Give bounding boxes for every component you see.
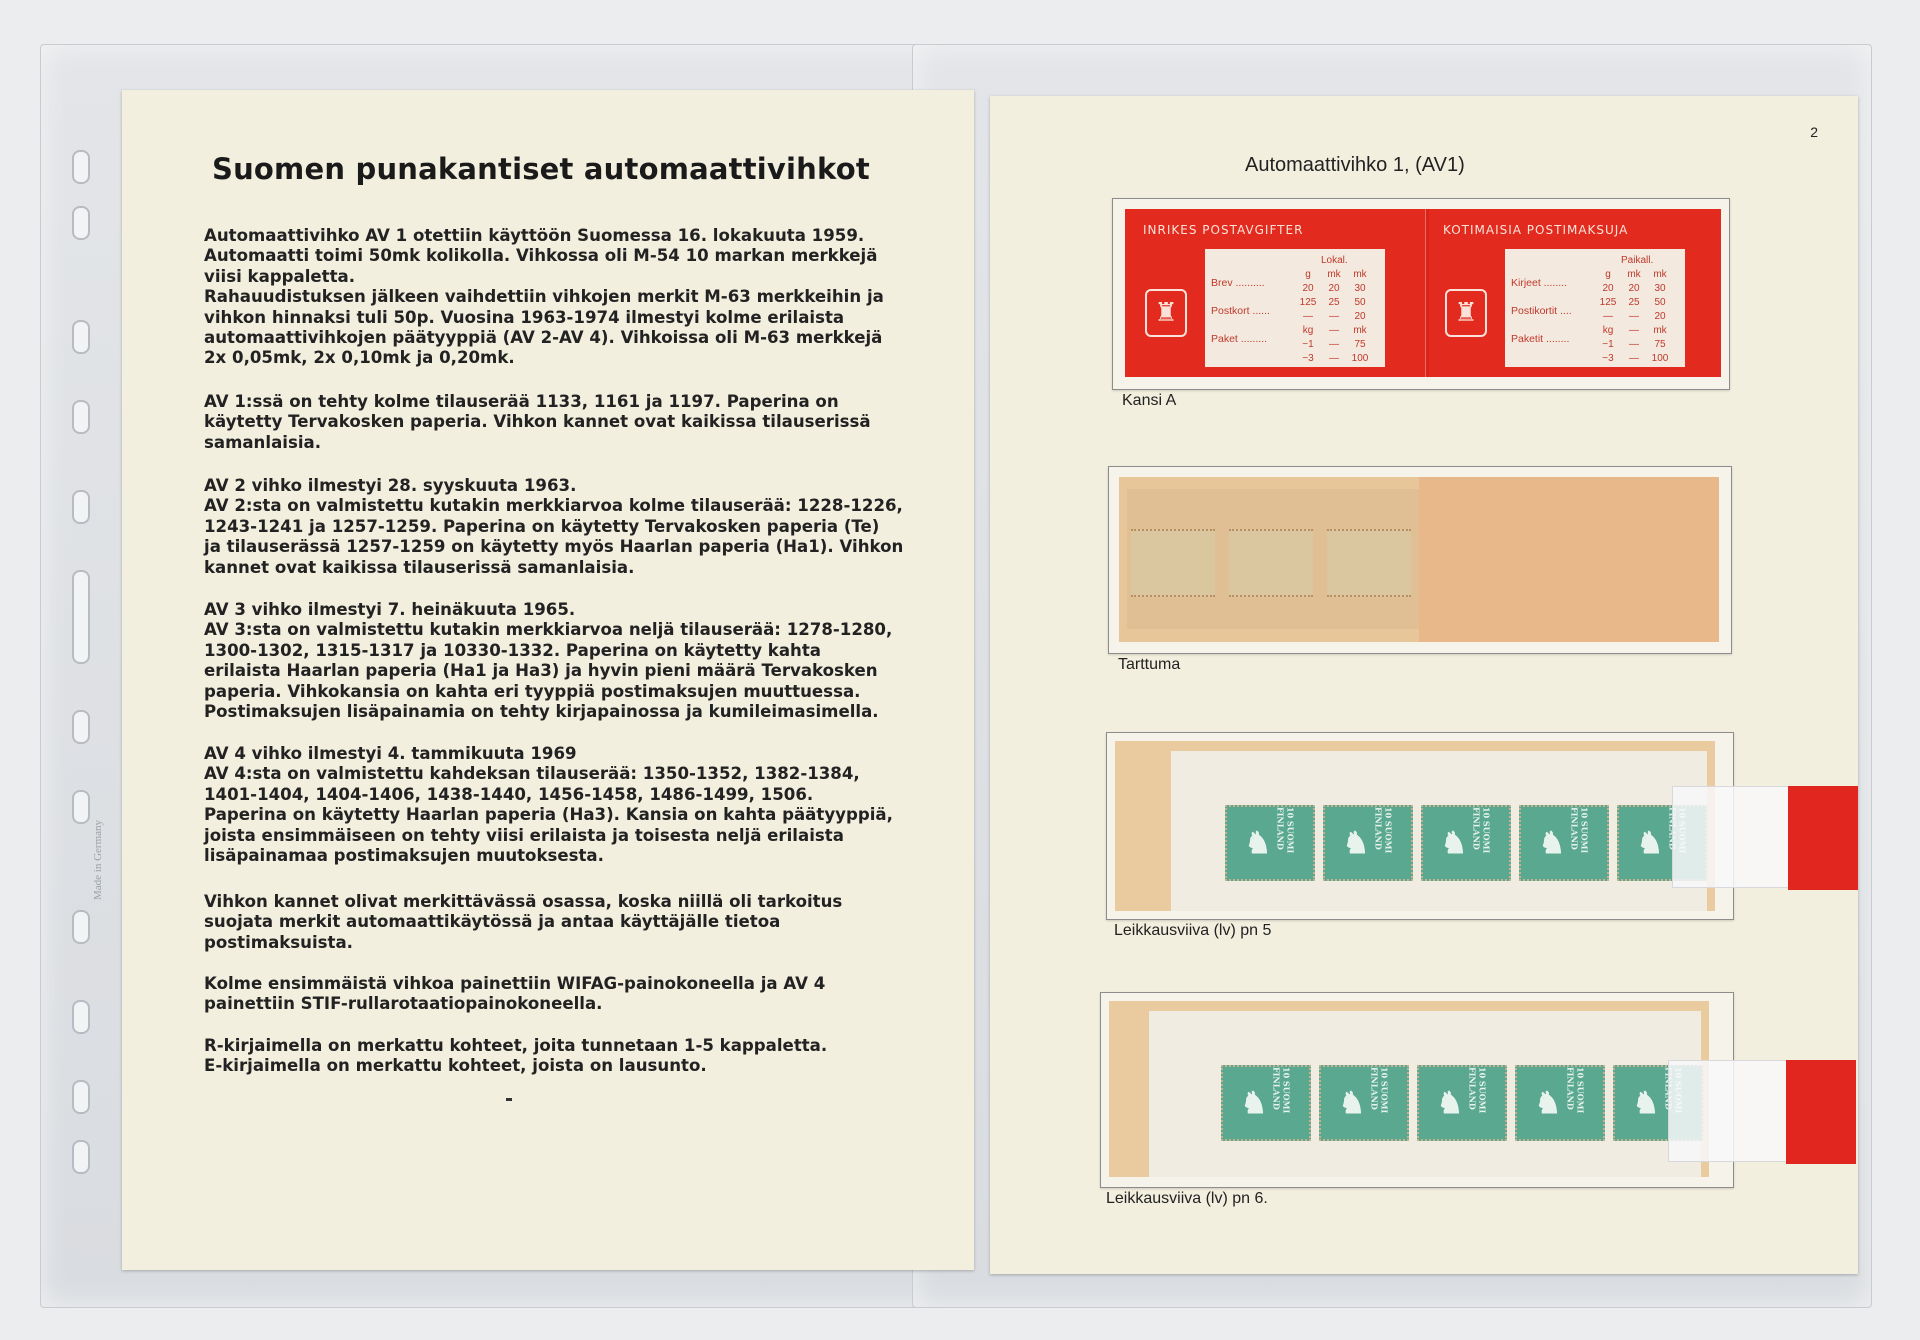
lion-icon: ♞ — [1534, 1085, 1562, 1121]
stamp-pane — [1149, 1011, 1701, 1177]
rate-label: Paketit ........ — [1511, 333, 1570, 345]
booklet-cover — [1125, 209, 1721, 377]
binder-imprint: Made in Germany — [92, 819, 104, 900]
paragraph-covers: Vihkon kannet olivat merkittävässä osassa, koska niillä oli tarkoitus suojata merkit automaattikäytössä ja antaa käyttäjälle tietoa postimaksuista. — [204, 892, 843, 952]
booklet-flap — [1419, 477, 1719, 642]
stamp-pane — [1171, 751, 1707, 911]
paragraph-av2: AV 2 vihko ilmestyi 28. syyskuuta 1963. AV 2:sta on valmistettu kutakin merkkiarvoa kolme tilauserää: 1228-1226, 1243-1241 ja 1257-1259. Paperina on käytetty Tervakosken paperia (Te) ja tilauserässä 1257-1259 on käytetty myös Haarlan paperia (Ha1). Vihkon kannet ovat kaikissa tilauserissä samanlaisia. — [204, 476, 904, 577]
binder-hole — [72, 206, 90, 240]
text-page — [122, 90, 974, 1270]
paragraph-av4: AV 4 vihko ilmestyi 4. tammikuuta 1969 AV 4:sta on valmistettu kahdeksan tilauserää: 1350-1352, 1382-1384, 1401-1404, 1404-1406, 1438-1440, 1456-1458, 1486-1499, 1506. Paperina on käytetty Haarlan paperia (Ha3). Kansia on kahta päätyyppiä, joista ensimmäiseen on tehty viisi erilaista ja toisesta neljä erilaista lisäpainamaa postimaksujen muutoksesta. — [204, 744, 893, 866]
stamp: ♞ 10 SUOMI FINLAND — [1323, 805, 1413, 881]
lion-icon: ♞ — [1538, 825, 1566, 861]
binder-hole — [72, 320, 90, 354]
lion-icon: ♞ — [1440, 825, 1468, 861]
paragraph-printing: Kolme ensimmäistä vihkoa painettiin WIFAG-painokoneella ja AV 4 painettiin STIF-rullarotaatiopainokoneella. — [204, 974, 826, 1014]
binder-hole — [72, 1000, 90, 1034]
rate-label: Postkort ...... — [1211, 305, 1270, 317]
stamp: ♞ 10 SUOMI FINLAND — [1319, 1065, 1409, 1141]
strip-mount-pn6 — [1100, 992, 1734, 1188]
lion-icon: ♞ — [1244, 825, 1272, 861]
strip-backing — [1109, 1001, 1709, 1177]
caption-tarttuma: Tarttuma — [1118, 656, 1181, 673]
paragraph-intro: Automaattivihko AV 1 otettiin käyttöön Suomessa 16. lokakuuta 1959. Automaatti toimi 50mk kolikolla. Vihkossa oli M-54 10 markan merkkejä viisi kappaletta. Rahauudistuksen jälkeen vaihdettiin vihkojen merkit M-63 merkkeihin ja vihkon hinnaksi tuli 50p. Vuosina 1963-1974 ilmestyi kolme erilaista automaattivihkojen päätyyppiä (AV 2-AV 4). Vihkoissa oli M-63 merkkejä 2x 0,05mk, 2x 0,10mk ja 0,20mk. — [204, 226, 884, 368]
stray-mark — [506, 1098, 512, 1101]
stamp: ♞ 10 SUOMI FINLAND — [1515, 1065, 1605, 1141]
gum-offset-area — [1127, 489, 1427, 629]
binder-hole — [72, 570, 90, 664]
lion-icon: ♞ — [1342, 825, 1370, 861]
rate-label: Brev .......... — [1211, 277, 1265, 289]
strip-backing — [1115, 741, 1715, 911]
cover-left-heading: INRIKES POSTAVGIFTER — [1143, 223, 1304, 237]
binder-hole — [72, 490, 90, 524]
clear-tab — [1668, 1060, 1790, 1162]
rate-col-header: Paikall. — [1621, 255, 1654, 266]
cover-right-heading: KOTIMAISIA POSTIMAKSUJA — [1443, 223, 1629, 237]
stamp: ♞ 10 SUOMI FINLAND — [1225, 805, 1315, 881]
posthorn-icon: ♜ — [1445, 289, 1487, 337]
paragraph-av3: AV 3 vihko ilmestyi 7. heinäkuuta 1965. AV 3:sta on valmistettu kutakin merkkiarvoa neljä tilauserää: 1278-1280, 1300-1302, 1315-1317 ja 10330-1332. Paperina on käytetty kahta erilaista Haarlan paperia (Ha1 ja Ha3) ja hyvin pieni määrä Tervakosken paperia. Vihkokansia on kahta eri tyyppiä postimaksujen muuttuessa. Postimaksujen lisäpainamia on tehty kirjapainossa ja kumileimasimella. — [204, 600, 893, 722]
page-title: Suomen punakantiset automaattivihkot — [212, 152, 870, 186]
section-title: Automaattivihko 1, (AV1) — [1245, 154, 1465, 176]
caption-kansi-a: Kansi A — [1122, 392, 1177, 409]
rate-label: Postikortit .... — [1511, 305, 1572, 317]
rate-grid: Lokal. g mk mk 20 20 30 125 25 50 — — 20 kg — mk −1 — 75 −3 — 100 — [1299, 255, 1369, 364]
strip-mount-pn5 — [1106, 732, 1734, 920]
stamp-offset — [1229, 529, 1313, 597]
paragraph-legend: R-kirjaimella on merkattu kohteet, joita tunnetaan 1-5 kappaletta. E-kirjaimella on merkattu kohteet, joista on lausunto. — [204, 1036, 828, 1076]
page-number: 2 — [1810, 124, 1818, 140]
rate-table-right — [1505, 249, 1685, 367]
rate-grid: Paikall. g mk mk 20 20 30 125 25 50 — — 20 kg — mk −1 — 75 −3 — 100 — [1599, 255, 1669, 364]
stamp: ♞ 10 SUOMI FINLAND — [1421, 805, 1511, 881]
rate-label: Paket ......... — [1211, 333, 1268, 345]
red-tab — [1786, 1060, 1856, 1164]
binder-hole — [72, 150, 90, 184]
posthorn-icon: ♜ — [1145, 289, 1187, 337]
caption-leikkausviiva-pn5: Leikkausviiva (lv) pn 5 — [1114, 922, 1272, 939]
binder-hole — [72, 1140, 90, 1174]
stamp-offset — [1327, 529, 1411, 597]
caption-leikkausviiva-pn6: Leikkausviiva (lv) pn 6. — [1106, 1190, 1268, 1207]
tarttuma-booklet — [1119, 477, 1719, 642]
stamp-offset — [1131, 529, 1215, 597]
red-tab — [1788, 786, 1858, 890]
cover-mount — [1112, 198, 1730, 390]
stamp: ♞ 10 SUOMI FINLAND — [1417, 1065, 1507, 1141]
clear-tab — [1672, 786, 1794, 888]
tarttuma-mount — [1108, 466, 1732, 654]
lion-icon: ♞ — [1632, 1085, 1660, 1121]
lion-icon: ♞ — [1240, 1085, 1268, 1121]
lion-icon: ♞ — [1338, 1085, 1366, 1121]
rate-col-header: Lokal. — [1321, 255, 1348, 266]
cover-left-half — [1125, 209, 1421, 377]
rate-label: Kirjeet ........ — [1511, 277, 1568, 289]
paragraph-av1: AV 1:ssä on tehty kolme tilauserää 1133, 1161 ja 1197. Paperina on käytetty Tervakosken paperia. Vihkon kannet ovat kaikissa tilauserissä samanlaisia. — [204, 392, 871, 452]
lion-icon: ♞ — [1636, 825, 1664, 861]
stamp: ♞ 10 SUOMI FINLAND — [1519, 805, 1609, 881]
rate-table-left — [1205, 249, 1385, 367]
binder-hole — [72, 1080, 90, 1114]
lion-icon: ♞ — [1436, 1085, 1464, 1121]
cover-right-half — [1425, 209, 1721, 377]
stamp: ♞ 10 SUOMI FINLAND — [1221, 1065, 1311, 1141]
binder-hole — [72, 790, 90, 824]
binder-hole — [72, 400, 90, 434]
binder-hole — [72, 910, 90, 944]
binder-hole — [72, 710, 90, 744]
